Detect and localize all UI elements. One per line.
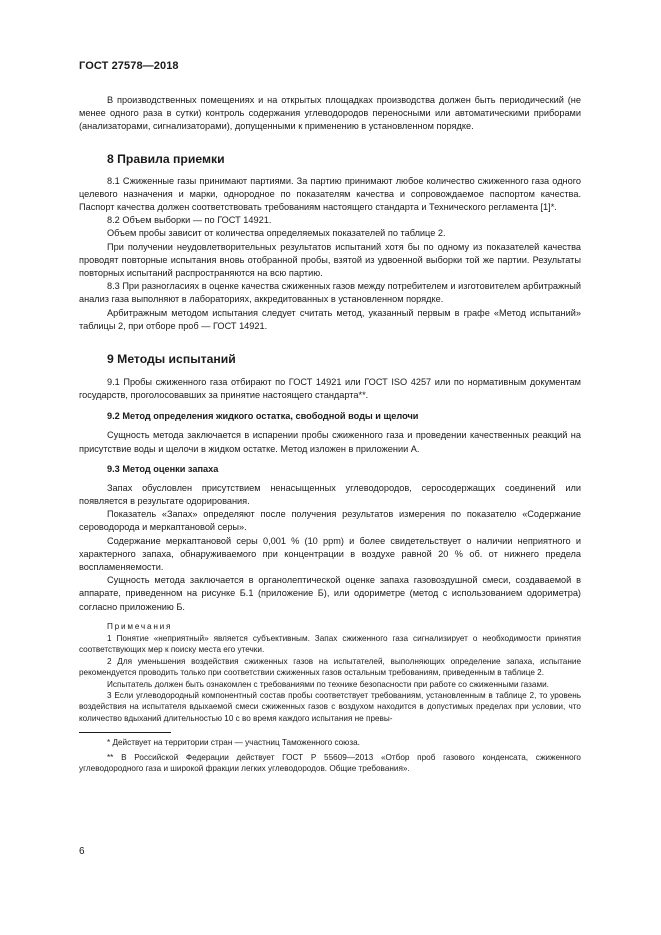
footnote-divider — [79, 732, 171, 733]
intro-paragraph: В производственных помещениях и на открытых площадках производства должен быть периодический (не менее одного раза в сутки) контроль содержания углеводородов переносными или автоматическими приборами (анализаторами, сигнализаторами), допущенными к применению в установленном порядке. — [79, 95, 581, 132]
page-content — [79, 94, 581, 774]
subsection-9-3-title: 9.3 Метод оценки запаха — [107, 463, 219, 474]
section-8-title: 8 Правила приемки — [107, 151, 225, 166]
paragraph-9-3-indicator: Показатель «Запах» определяют после получения результатов измерения по показателю «Содержание сероводорода и меркаптановой серы». — [79, 509, 581, 533]
paragraph-9-1: 9.1 Пробы сжиженного газа отбирают по ГОСТ 14921 или ГОСТ ISO 4257 или по нормативным документам государств, проголосовавших за принятие настоящего стандарта**. — [79, 377, 581, 401]
paragraph-8-2: 8.2 Объем выборки — по ГОСТ 14921. — [107, 215, 272, 226]
paragraph-8-3-arbitration: Арбитражным методом испытания следует считать метод, указанный первым в графе «Метод испытаний» таблицы 2, при отборе проб — ГОСТ 14921. — [79, 307, 581, 331]
note-2: 2 Для уменьшения воздействия сжиженных газов на испытателей, выполняющих определение запаха, испытание рекомендуется проводить только при соответствии сжиженных газов остальным требованиям, приведенным в таблице 2. — [79, 656, 581, 678]
footnote-1: * Действует на территории стран — участниц Таможенного союза. — [107, 738, 360, 748]
subsection-9-2-title: 9.2 Метод определения жидкого остатка, свободной воды и щелочи — [107, 411, 419, 422]
note-2-safety: Испытатель должен быть ознакомлен с требованиями по технике безопасности при работе со сжиженными газами. — [107, 679, 549, 689]
paragraph-9-3-odor-source: Запах обусловлен присутствием ненасыщенных углеводородов, серосодержащих соединений или появляется в результате одорирования. — [79, 482, 581, 507]
page-number: 6 — [79, 846, 85, 857]
section-9-title: 9 Методы испытаний — [107, 352, 236, 367]
document-header: ГОСТ 27578—2018 — [79, 60, 179, 72]
notes-label: Примечания — [107, 621, 173, 631]
paragraph-8-3: 8.3 При разногласиях в оценке качества сжиженных газов между потребителем и изготовителем арбитражный анализ газа выполняют в лабораториях, аккредитованных в установленном порядке. — [79, 281, 581, 305]
paragraph-8-2-retest: При получении неудовлетворительных результатов испытаний хотя бы по одному из показателей качества проводят повторные испытания вновь отобранной пробы, взятой из удвоенной выборки той же партии. Результаты повторных испытаний распространяются на всю партию. — [79, 241, 581, 279]
note-3: 3 Если углеводородный компонентный состав пробы соответствует требованиям, установленным в таблице 2, то уровень воздействия на испытателя вдыхаемой смеси сжиженных газов с воздухом находится в допустимых пределах при условии, что количество вдыханий длительностью 10 с во время каждого испытания не превы- — [79, 690, 581, 723]
footnote-2: ** В Российской Федерации действует ГОСТ Р 55609—2013 «Отбор проб газового конденсата, сжиженного углеводородного газа и широкой фракции легких углеводородов. Общие требования». — [79, 752, 581, 773]
paragraph-9-3-mercaptan: Содержание меркаптановой серы 0,001 % (10 ppm) и более свидетельствует о наличии неприятного и характерного запаха, обнаруживаемого при концентрации в воздухе равной 20 % об. от нижнего предела воспламеняемости. — [79, 535, 581, 573]
note-1: 1 Понятие «неприятный» является субъективным. Запах сжиженного газа сигнализирует о необходимости принятия соответствующих мер к поиску места его утечки. — [79, 633, 581, 655]
paragraph-8-2-volume: Объем пробы зависит от количества определяемых показателей по таблице 2. — [107, 228, 446, 239]
paragraph-8-1: 8.1 Сжиженные газы принимают партиями. За партию принимают любое количество сжиженного газа одного целевого назначения и марки, однородное по показателям качества и сопровождаемое паспортом качества. Паспорт качества должен соответствовать требованиям настоящего стандарта и Технического регламента [1]*. — [79, 175, 581, 213]
paragraph-9-2: Сущность метода заключается в испарении пробы сжиженного газа и проведении качественных реакций на присутствие воды и щелочи в жидком остатке. Метод изложен в приложении А. — [79, 430, 581, 454]
paragraph-9-3-method: Сущность метода заключается в органолептической оценке запаха газовоздушной смеси, создаваемой в аппарате, приведенном на рисунке Б.1 (приложение Б), или одориметре (метод с использованием одориметра) согласно приложению Б. — [79, 575, 581, 612]
